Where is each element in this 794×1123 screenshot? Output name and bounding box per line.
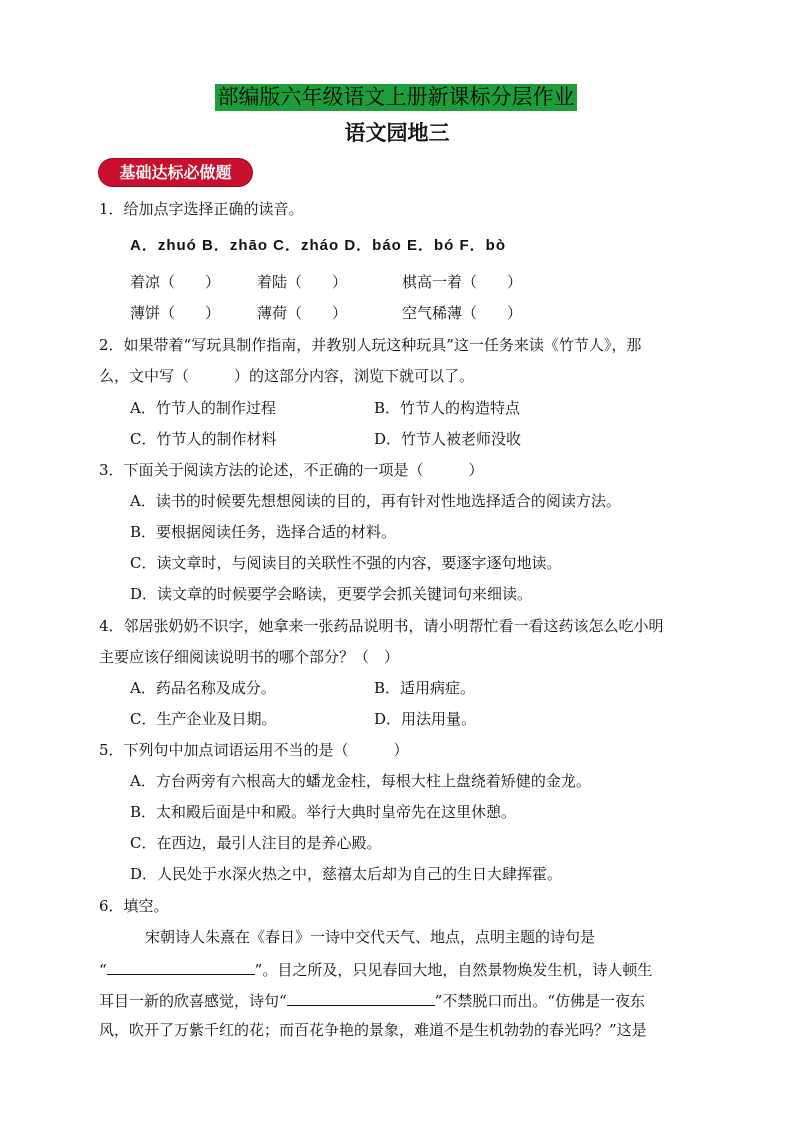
q4-option-a: A．药品名称及成分。 <box>130 679 276 697</box>
q6-paragraph-line4: 风，吹开了万紫千红的花；而百花争艳的景象，难道不是生机勃勃的春光吗？”这是 <box>99 1021 647 1039</box>
q5-stem: 5．下列句中加点词语运用不当的是（ ） <box>99 741 409 759</box>
q3-option-c: C．读文章时，与阅读目的关联性不强的内容，要逐字逐句地读。 <box>130 554 562 572</box>
q2-stem-line2: 么，文中写（ ）的这部分内容，浏览下就可以了。 <box>99 367 475 385</box>
q2-option-b: B．竹节人的构造特点 <box>374 399 521 417</box>
q6-line3-text: 耳目一新的欣喜感觉，诗句“ <box>99 992 287 1010</box>
q2-option-a: A．竹节人的制作过程 <box>130 399 276 417</box>
q6-paragraph-line1: 宋朝诗人朱熹在《春日》一诗中交代天气、地点，点明主题的诗句是 <box>145 928 596 946</box>
q6-line2-text: ”。目之所及，只见春回大地，自然景物焕发生机，诗人顿生 <box>254 961 653 979</box>
q5-option-b: B．太和殿后面是中和殿。举行大典时皇帝先在这里休憩。 <box>130 803 517 821</box>
q1-stem: 1．给加点字选择正确的读音。 <box>99 200 304 218</box>
q4-option-b: B．适用病症。 <box>374 679 476 697</box>
q1-item: 薄饼（ ） <box>130 304 221 322</box>
q3-stem: 3．下面关于阅读方法的论述，不正确的一项是（ ） <box>99 461 484 479</box>
q6-quote-open: “ <box>99 961 107 979</box>
series-title: 部编版六年级语文上册新课标分层作业 <box>215 84 577 111</box>
q6-paragraph-line3 <box>99 989 645 1011</box>
q3-option-d: D．读文章的时候要学会略读，更要学会抓关键词句来细读。 <box>130 585 533 603</box>
q1-pinyin-choices: A．zhuó B．zhāo C．zháo D．báo E．bó F．bò <box>130 237 506 254</box>
q1-item: 空气稀薄（ ） <box>402 304 523 322</box>
q2-stem-line1: 2．如果带着“写玩具制作指南，并教别人玩这种玩具”这一任务来读《竹节人》，那 <box>99 336 642 354</box>
q1-item: 薄荷（ ） <box>257 304 348 322</box>
q4-stem-line1: 4．邻居张奶奶不识字，她拿来一张药品说明书，请小明帮忙看一看这药该怎么吃小明 <box>99 617 664 635</box>
q5-option-c: C．在西边，最引人注目的是养心殿。 <box>130 834 382 852</box>
q2-option-c: C．竹节人的制作材料 <box>130 430 277 448</box>
q1-item: 着陆（ ） <box>257 273 348 291</box>
q1-item: 着凉（ ） <box>130 273 221 291</box>
q4-stem-line2: 主要应该仔细阅读说明书的哪个部分？（ ） <box>99 648 400 666</box>
q6-stem: 6．填空。 <box>99 897 169 915</box>
lesson-title: 语文园地三 <box>344 121 450 145</box>
q2-option-d: D．竹节人被老师没收 <box>374 430 522 448</box>
q3-option-b: B．要根据阅读任务，选择合适的材料。 <box>130 523 397 541</box>
q3-option-a: A．读书的时候要先想想阅读的目的，再有针对性地选择适合的阅读方法。 <box>130 492 621 510</box>
q4-option-c: C．生产企业及日期。 <box>130 710 277 728</box>
q4-option-d: D．用法用量。 <box>374 710 477 728</box>
q5-option-d: D．人民处于水深火热之中，慈禧太后却为自己的生日大肆挥霍。 <box>130 865 563 883</box>
q6-paragraph-line2 <box>99 958 652 980</box>
fill-blank[interactable] <box>287 989 435 1006</box>
section-badge: 基础达标必做题 <box>99 159 252 186</box>
fill-blank[interactable] <box>107 958 255 975</box>
q5-option-a: A．方台两旁有六根高大的蟠龙金柱，每根大柱上盘绕着矫健的金龙。 <box>130 772 591 790</box>
q1-item: 棋高一着（ ） <box>402 273 523 291</box>
q6-line3-rest: ”不禁脱口而出。“仿佛是一夜东 <box>434 992 646 1010</box>
